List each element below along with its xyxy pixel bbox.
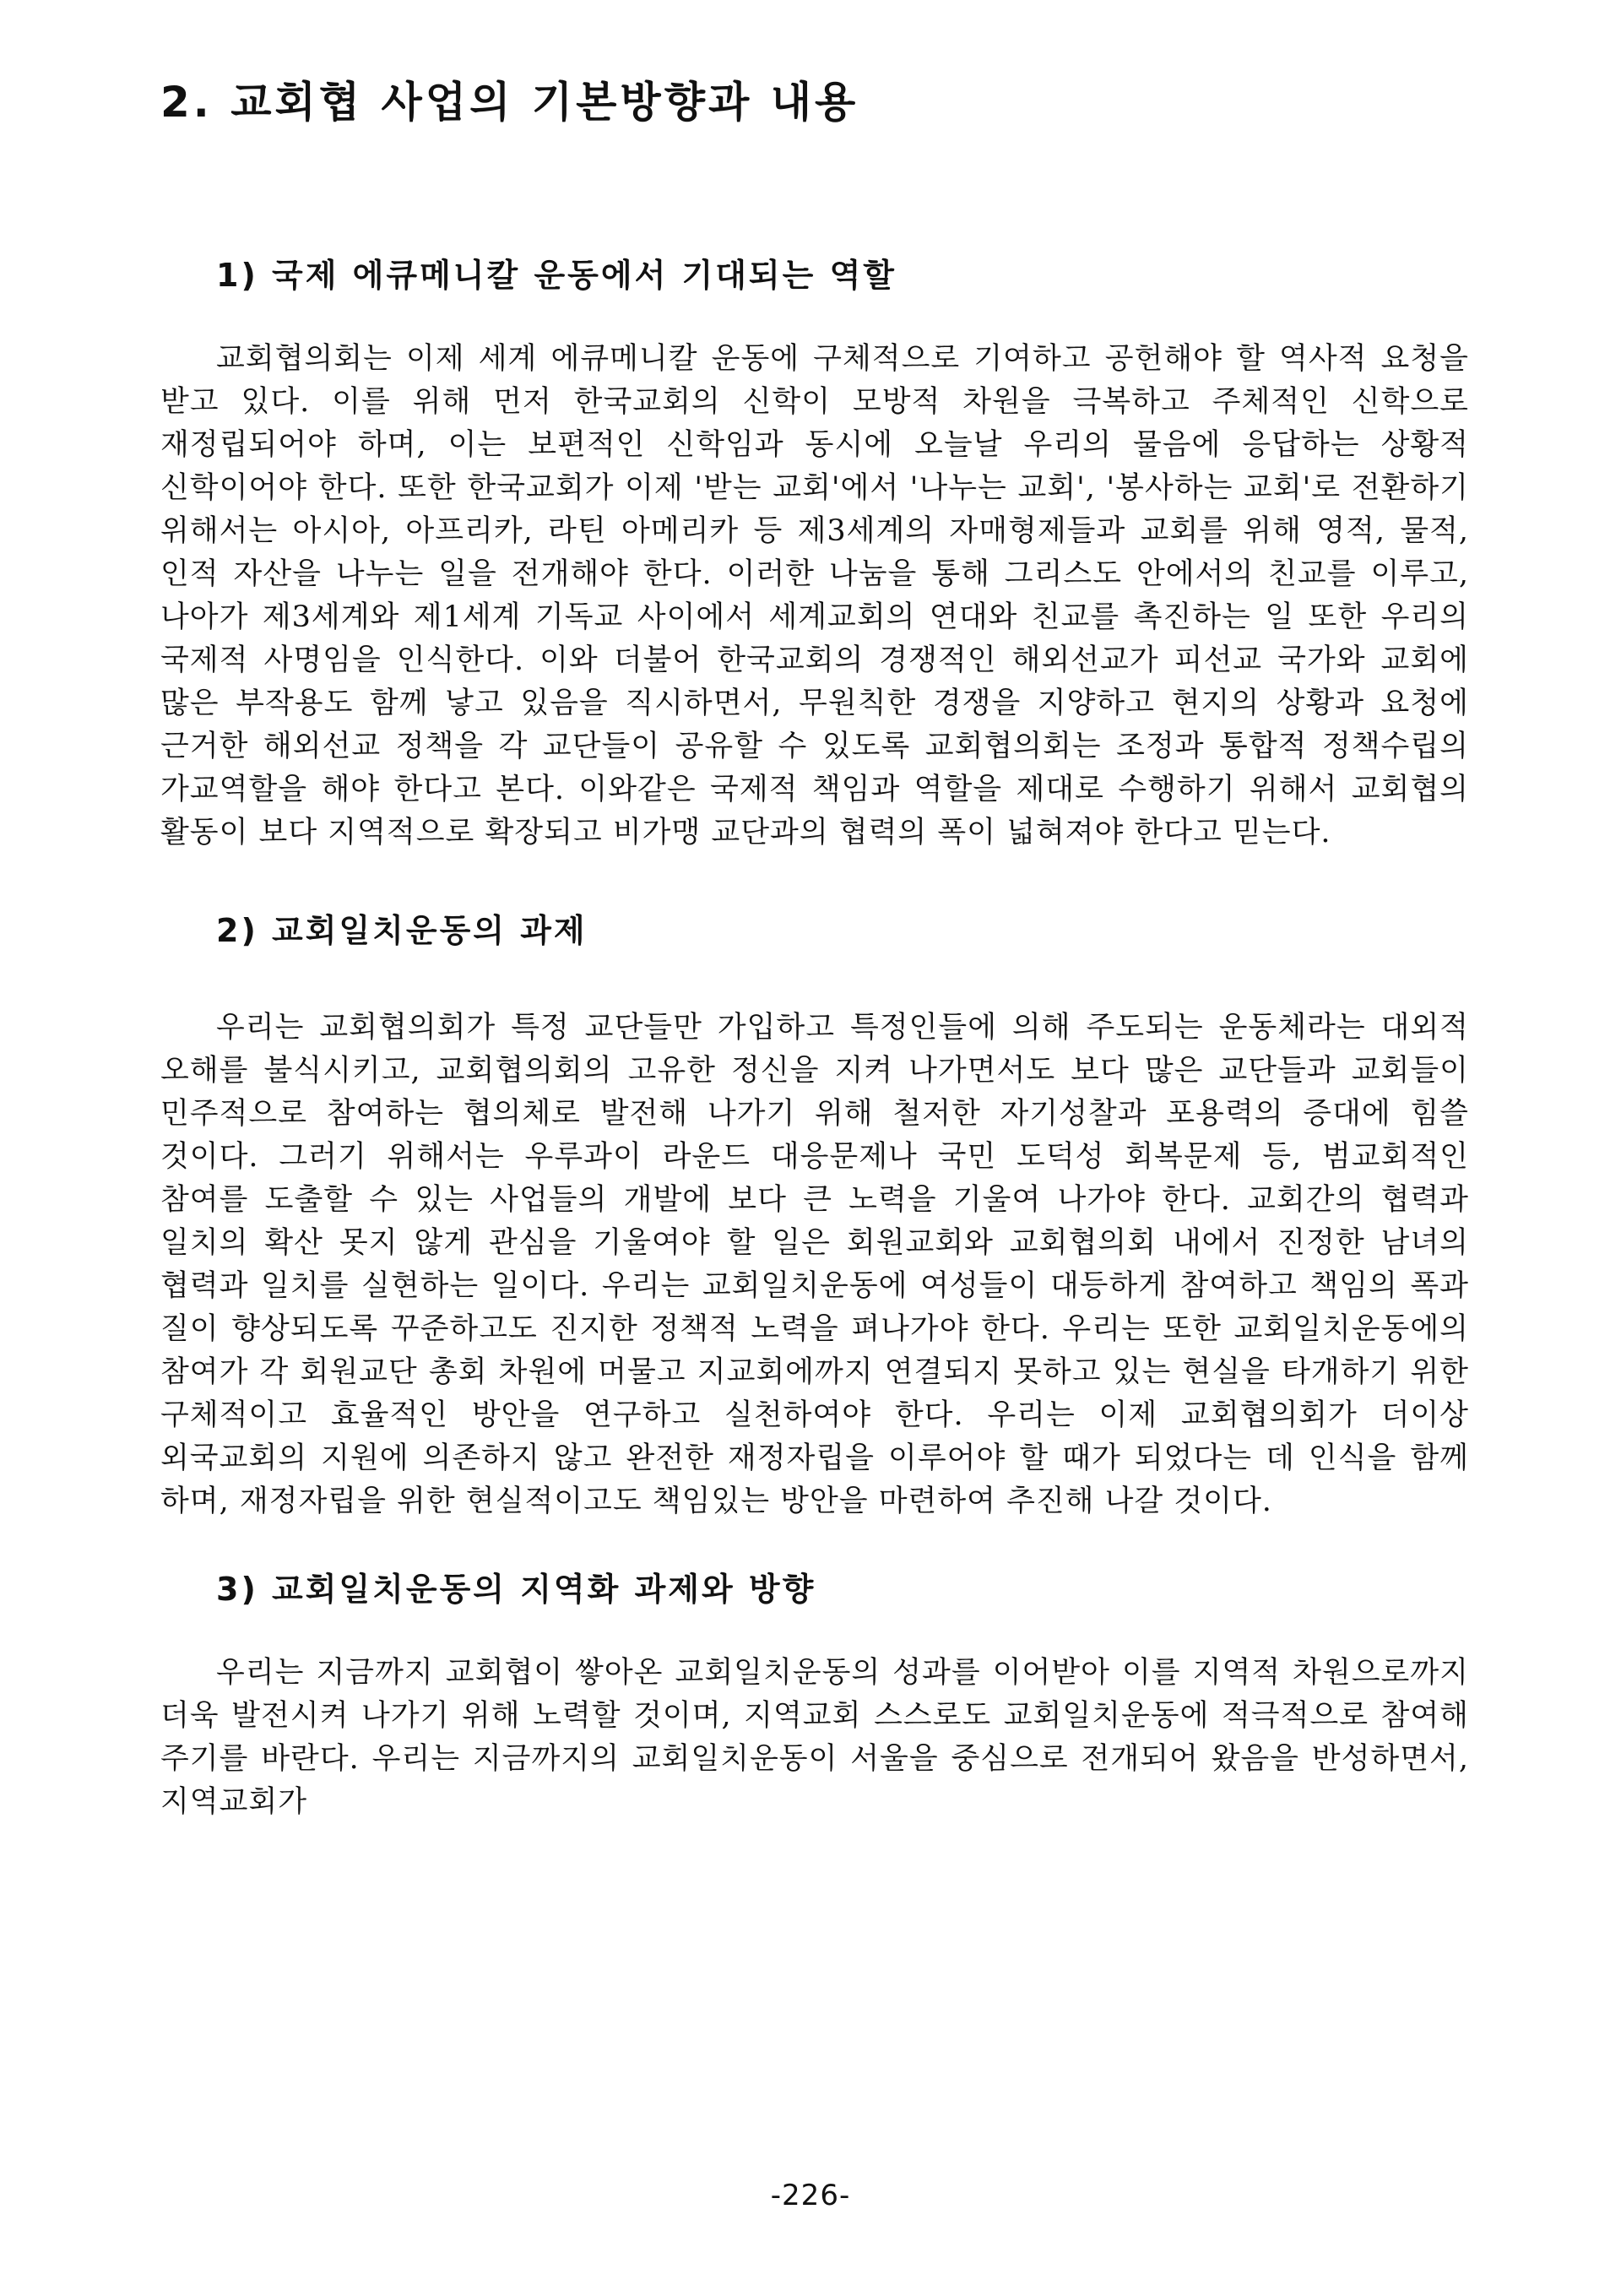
page-number: -226- <box>770 2179 851 2212</box>
section-paragraph-2: 우리는 교회협의회가 특정 교단들만 가입하고 특정인들에 의해 주도되는 운동체라는 대외적 오해를 불식시키고, 교회협의회의 고유한 정신을 지켜 나가면서도 보다 많은 교단들과 교회들이 민주적으로 참여하는 협의체로 발전해 나가기 위해 철저한 자기성찰과 포용력의 증대에 힘쓸 것이다. 그러기 위해서는 우루과이 라운드 대응문제나 국민 도덕성 회복문제 등, 범교회적인 참여를 도출할 수 있는 사업들의 개발에 보다 큰 노력을 기울여 나가야 한다. 교회간의 협력과 일치의 확산 못지 않게 관심을 기울여야 할 일은 회원교회와 교회협의회 내에서 진정한 남녀의 협력과 일치를 실현하는 일이다. 우리는 교회일치운동에 여성들이 대등하게 참여하고 책임의 폭과 질이 향상되도록 꾸준하고도 진지한 정책적 노력을 펴나가야 한다. 우리는 또한 교회일치운동에의 참여가 각 회원교단 총회 차원에 머물고 지교회에까지 연결되지 못하고 있는 현실을 타개하기 위한 구체적이고 효율적인 방안을 연구하고 실천하여야 한다. 우리는 이제 교회협의회가 더이상 외국교회의 지원에 의존하지 않고 완전한 재정자립을 이루어야 할 때가 되었다는 데 인식을 함께 하며, 재정자립을 위한 현실적이고도 책임있는 방안을 마련하여 추진해 나갈 것이다. <box>160 1011 1469 1518</box>
chapter-title: 2. 교회협 사업의 기본방향과 내용 <box>160 78 859 127</box>
section-paragraph-3: 우리는 지금까지 교회협이 쌓아온 교회일치운동의 성과를 이어받아 이를 지역적 차원으로까지 더욱 발전시켜 나가기 위해 노력할 것이며, 지역교회 스스로도 교회일치운동에 적극적으로 참여해 주기를 바란다. 우리는 지금까지의 교회일치운동이 서울을 중심으로 전개되어 왔음을 반성하면서, 지역교회가 <box>160 1656 1469 1819</box>
section-heading-1: 1) 국제 에큐메니칼 운동에서 기대되는 역할 <box>216 257 897 294</box>
section-heading-3: 3) 교회일치운동의 지역화 과제와 방향 <box>216 1571 816 1608</box>
section-paragraph-1: 교회협의회는 이제 세계 에큐메니칼 운동에 구체적으로 기여하고 공헌해야 할 역사적 요청을 받고 있다. 이를 위해 먼저 한국교회의 신학이 모방적 차원을 극복하고 주체적인 신학으로 재정립되어야 하며, 이는 보편적인 신학임과 동시에 오늘날 우리의 물음에 응답하는 상황적 신학이어야 한다. 또한 한국교회가 이제 '받는 교회'에서 '나누는 교회', '봉사하는 교회'로 전환하기 위해서는 아시아, 아프리카, 라틴 아메리카 등 제3세계의 자매형제들과 교회를 위해 영적, 물적, 인적 자산을 나누는 일을 전개해야 한다. 이러한 나눔을 통해 그리스도 안에서의 친교를 이루고, 나아가 제3세계와 제1세계 기독교 사이에서 세계교회의 연대와 친교를 촉진하는 일 또한 우리의 국제적 사명임을 인식한다. 이와 더불어 한국교회의 경쟁적인 해외선교가 피선교 국가와 교회에 많은 부작용도 함께 낳고 있음을 직시하면서, 무원칙한 경쟁을 지양하고 현지의 상황과 요청에 근거한 해외선교 정책을 각 교단들이 공유할 수 있도록 교회협의회는 조정과 통합적 정책수립의 가교역할을 해야 한다고 본다. 이와같은 국제적 책임과 역할을 제대로 수행하기 위해서 교회협의 활동이 보다 지역적으로 확장되고 비가맹 교단과의 협력의 폭이 넓혀져야 한다고 믿는다. <box>160 342 1469 849</box>
section-heading-2: 2) 교회일치운동의 과제 <box>216 912 588 949</box>
